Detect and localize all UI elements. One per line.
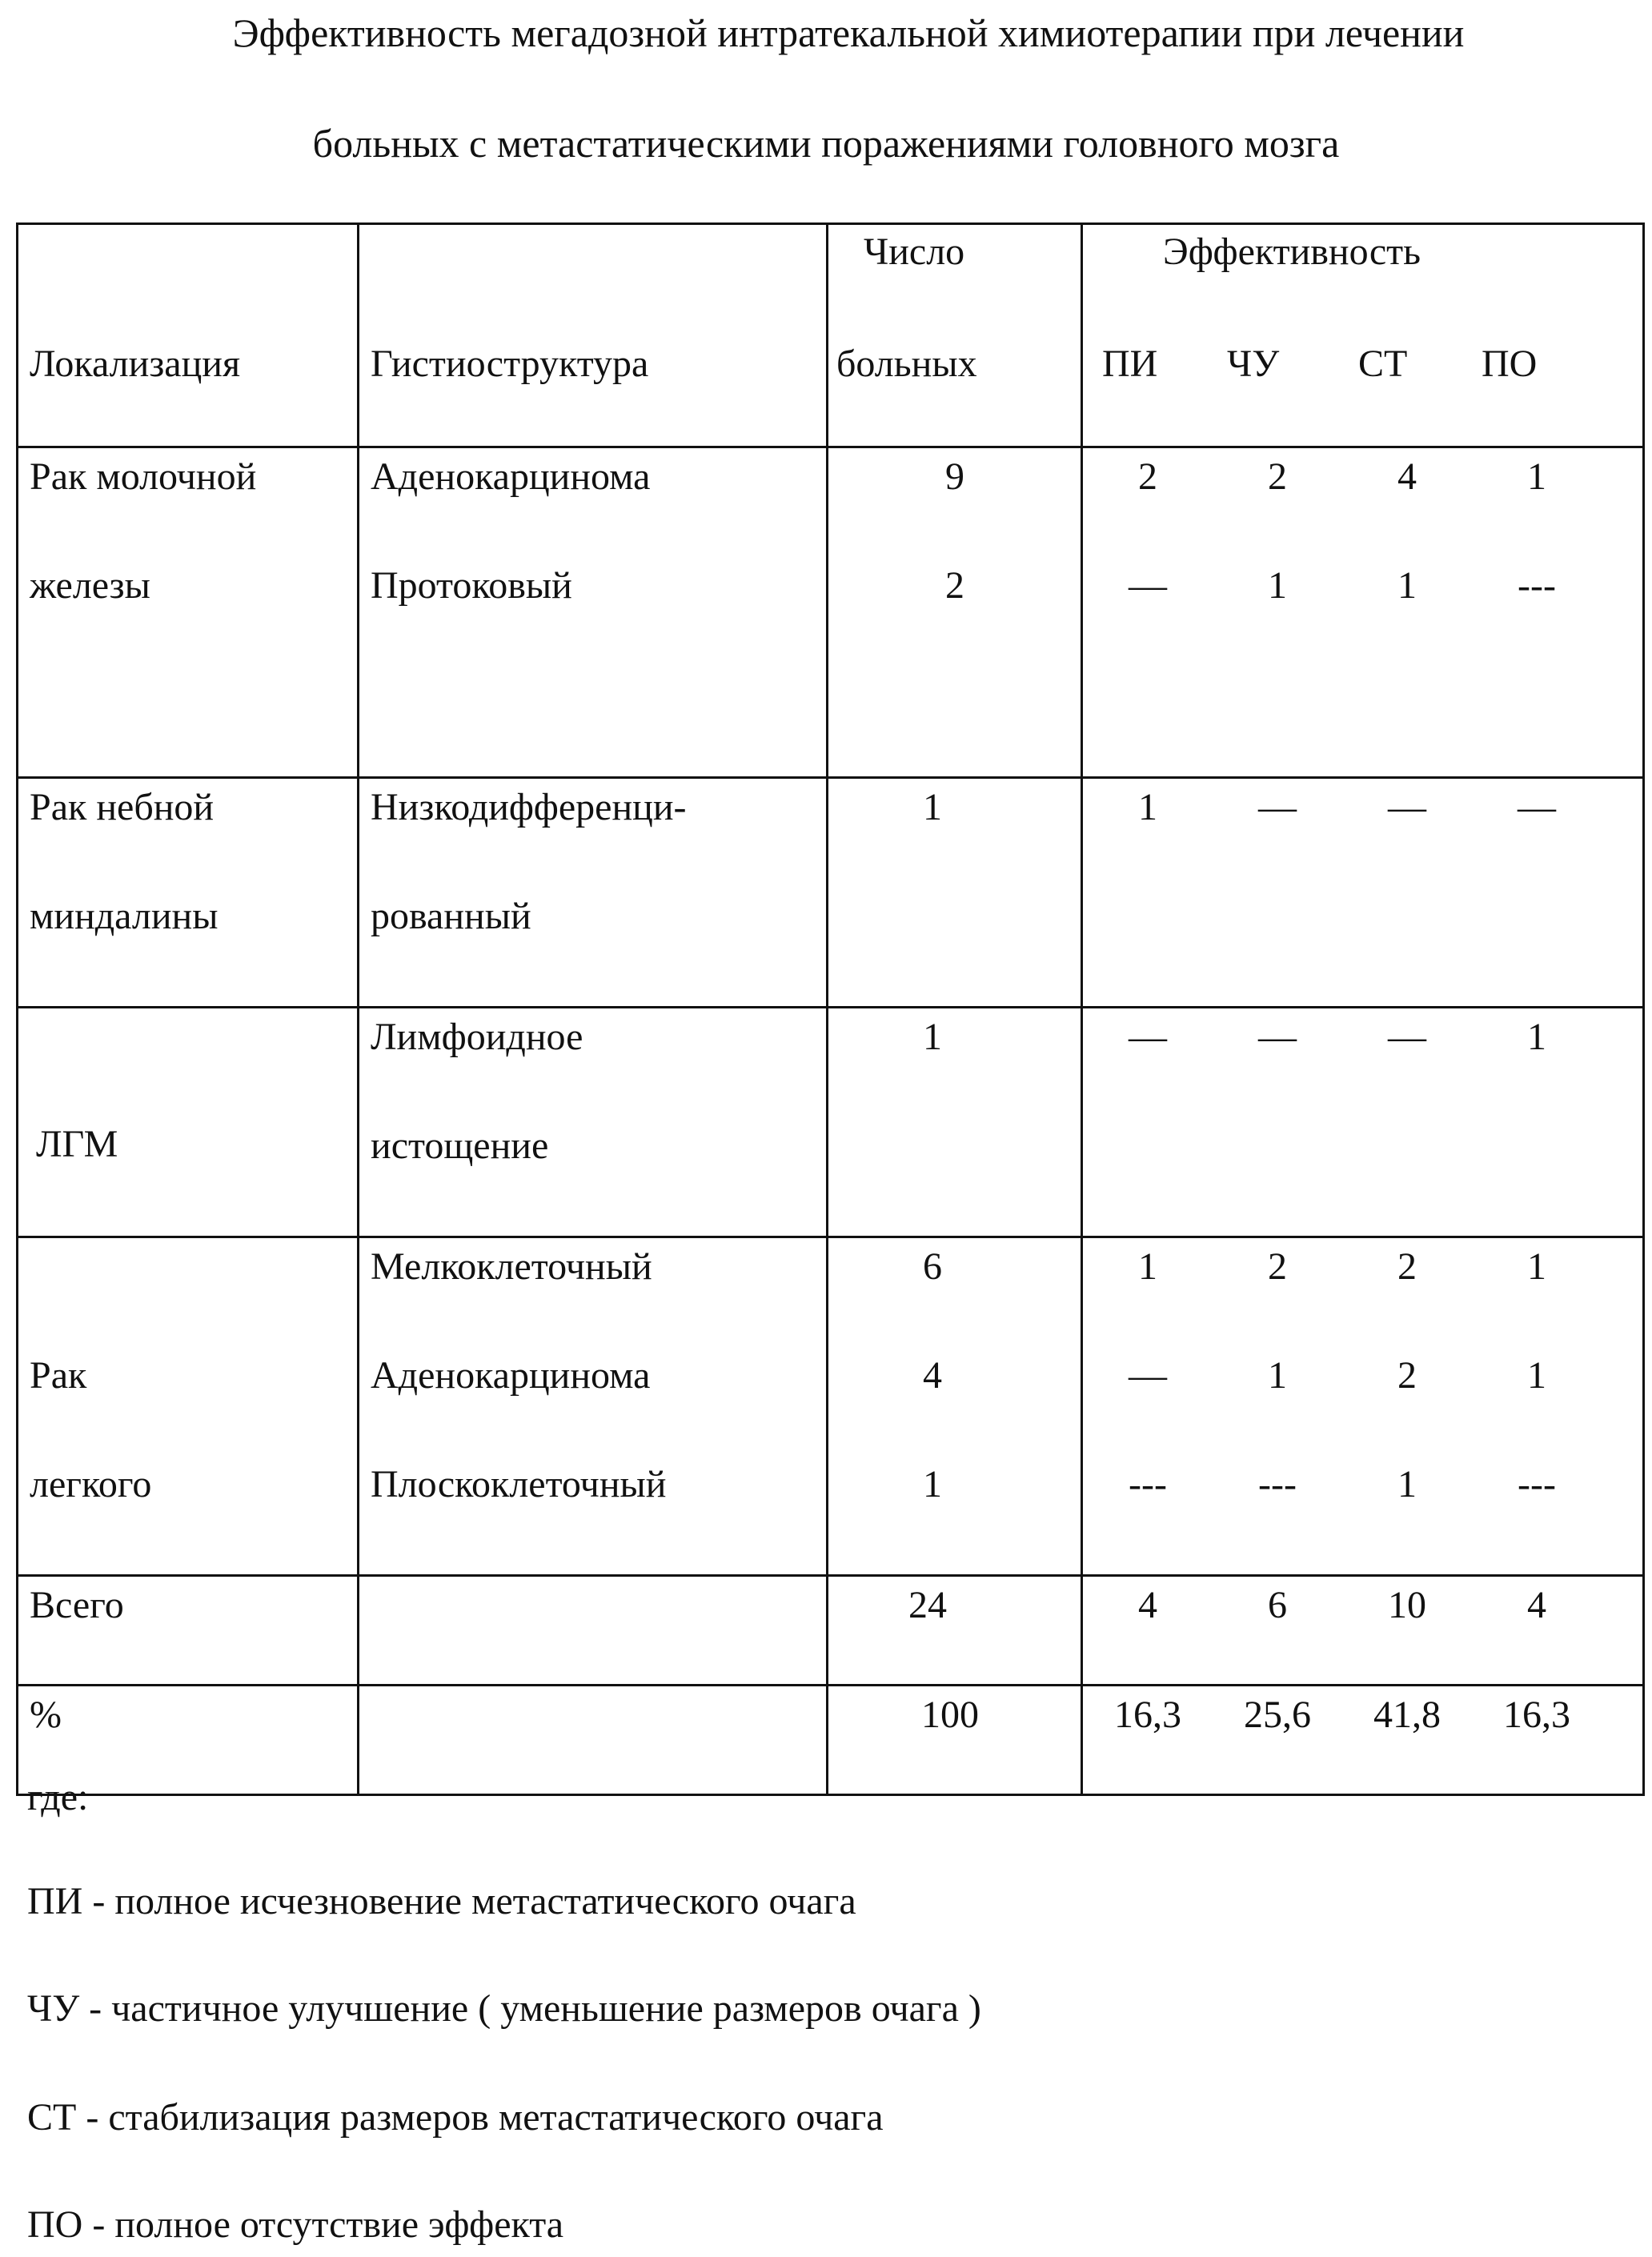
po-value: --- <box>1472 1465 1602 1504</box>
localization-tonsil-line1: Рак небной <box>18 779 357 897</box>
header-pi: ПИ <box>1102 345 1157 383</box>
po-value: 1 <box>1472 1357 1602 1395</box>
histo-cell: Мелкоклеточный <box>359 1238 826 1357</box>
title-line-1: Эффективность мегадозной интратекальной химиотерапии при лечении <box>64 10 1633 56</box>
title-line-2: больных с метастатическими поражениями головного мозга <box>0 120 1652 166</box>
chu-value: --- <box>1213 1465 1342 1504</box>
header-efficiency: Эффективность <box>1163 233 1421 271</box>
st-value: — <box>1342 1018 1472 1056</box>
table-header-row <box>18 224 1644 447</box>
table-row <box>18 778 1644 1008</box>
efficiency-values <box>1083 1238 1642 1357</box>
chu-value: 6 <box>1213 1586 1342 1625</box>
header-histostructure: Гистиоструктура <box>371 345 648 383</box>
header-localization: Локализация <box>30 345 240 383</box>
st-value: 1 <box>1342 567 1472 605</box>
localization-breast-line2: железы <box>18 567 357 675</box>
efficiency-values <box>1083 779 1642 897</box>
st-value: 41,8 <box>1342 1696 1472 1734</box>
chu-value: 2 <box>1213 458 1342 496</box>
chu-value: — <box>1213 1018 1342 1056</box>
header-chu: ЧУ <box>1227 345 1279 383</box>
count-cell: 1 <box>828 1465 1081 1574</box>
table-row <box>18 1008 1644 1237</box>
histo-cell: истощение <box>359 1127 826 1236</box>
total-count: 24 <box>828 1577 1081 1625</box>
chu-value: — <box>1213 788 1342 827</box>
st-value: 10 <box>1342 1586 1472 1625</box>
table-row <box>18 447 1644 778</box>
table-row-percent <box>18 1686 1644 1795</box>
notes-where: где: <box>27 1775 88 1819</box>
localization-lgm: ЛГМ <box>18 1008 357 1234</box>
pi-value: — <box>1083 1018 1213 1056</box>
histo-cell: Протоковый <box>359 567 826 675</box>
localization-lung-line1: Рак <box>18 1238 357 1465</box>
header-patients-line1: Число <box>864 233 964 271</box>
histo-cell: Низкодифференци- <box>359 779 826 897</box>
efficiency-values <box>1083 1008 1642 1127</box>
pi-value: — <box>1083 567 1213 605</box>
st-value: — <box>1342 788 1472 827</box>
st-value: 2 <box>1342 1248 1472 1286</box>
pi-value: 16,3 <box>1083 1696 1213 1734</box>
note-st: СТ - стабилизация размеров метастатического очага <box>27 2095 884 2139</box>
pi-value: 1 <box>1083 788 1213 827</box>
po-value: 4 <box>1472 1586 1602 1625</box>
pi-value: 1 <box>1083 1248 1213 1286</box>
po-value: 1 <box>1472 1248 1602 1286</box>
table-row-total <box>18 1576 1644 1686</box>
note-pi: ПИ - полное исчезновение метастатического очага <box>27 1879 856 1923</box>
histo-cell: рованный <box>359 897 826 1006</box>
po-value: --- <box>1472 567 1602 605</box>
count-cell: 6 <box>828 1238 1081 1357</box>
count-cell: 9 <box>828 448 1081 567</box>
total-efficiency-values <box>1083 1577 1642 1625</box>
chu-value: 25,6 <box>1213 1696 1342 1734</box>
st-value: 1 <box>1342 1465 1472 1504</box>
percent-count: 100 <box>828 1686 1081 1734</box>
efficiency-values <box>1083 448 1642 567</box>
percent-efficiency-values <box>1083 1686 1642 1734</box>
localization-tonsil-line2: миндалины <box>18 897 357 1006</box>
po-value: 1 <box>1472 458 1602 496</box>
efficiency-values <box>1083 1357 1642 1465</box>
localization-lung-line2: легкого <box>18 1465 357 1574</box>
pi-value: --- <box>1083 1465 1213 1504</box>
header-st: СТ <box>1358 345 1407 383</box>
po-value: 16,3 <box>1472 1696 1602 1734</box>
st-value: 4 <box>1342 458 1472 496</box>
po-value: 1 <box>1472 1018 1602 1056</box>
chu-value: 1 <box>1213 567 1342 605</box>
histo-cell: Аденокарцинома <box>359 448 826 567</box>
count-cell: 2 <box>828 567 1081 675</box>
table-row <box>18 1237 1644 1576</box>
count-cell: 1 <box>828 779 1081 897</box>
efficiency-values <box>1083 567 1642 675</box>
pi-value: — <box>1083 1357 1213 1395</box>
total-label: Всего <box>18 1577 357 1625</box>
pi-value: 2 <box>1083 458 1213 496</box>
histo-cell: Лимфоидное <box>359 1008 826 1127</box>
histo-cell: Плоскоклеточный <box>359 1465 826 1574</box>
chu-value: 2 <box>1213 1248 1342 1286</box>
note-chu: ЧУ - частичное улучшение ( уменьшение размеров очага ) <box>27 1986 981 2030</box>
pi-value: 4 <box>1083 1586 1213 1625</box>
efficiency-table <box>16 222 1645 1796</box>
header-patients-line2: больных <box>836 345 977 383</box>
st-value: 2 <box>1342 1357 1472 1395</box>
po-value: — <box>1472 788 1602 827</box>
header-po: ПО <box>1482 345 1537 383</box>
chu-value: 1 <box>1213 1357 1342 1395</box>
count-cell: 4 <box>828 1357 1081 1465</box>
histo-cell: Аденокарцинома <box>359 1357 826 1465</box>
localization-breast-line1: Рак молочной <box>18 448 357 567</box>
efficiency-values <box>1083 1465 1642 1574</box>
count-cell: 1 <box>828 1008 1081 1127</box>
percent-label: % <box>18 1686 357 1734</box>
note-po: ПО - полное отсутствие эффекта <box>27 2203 563 2247</box>
